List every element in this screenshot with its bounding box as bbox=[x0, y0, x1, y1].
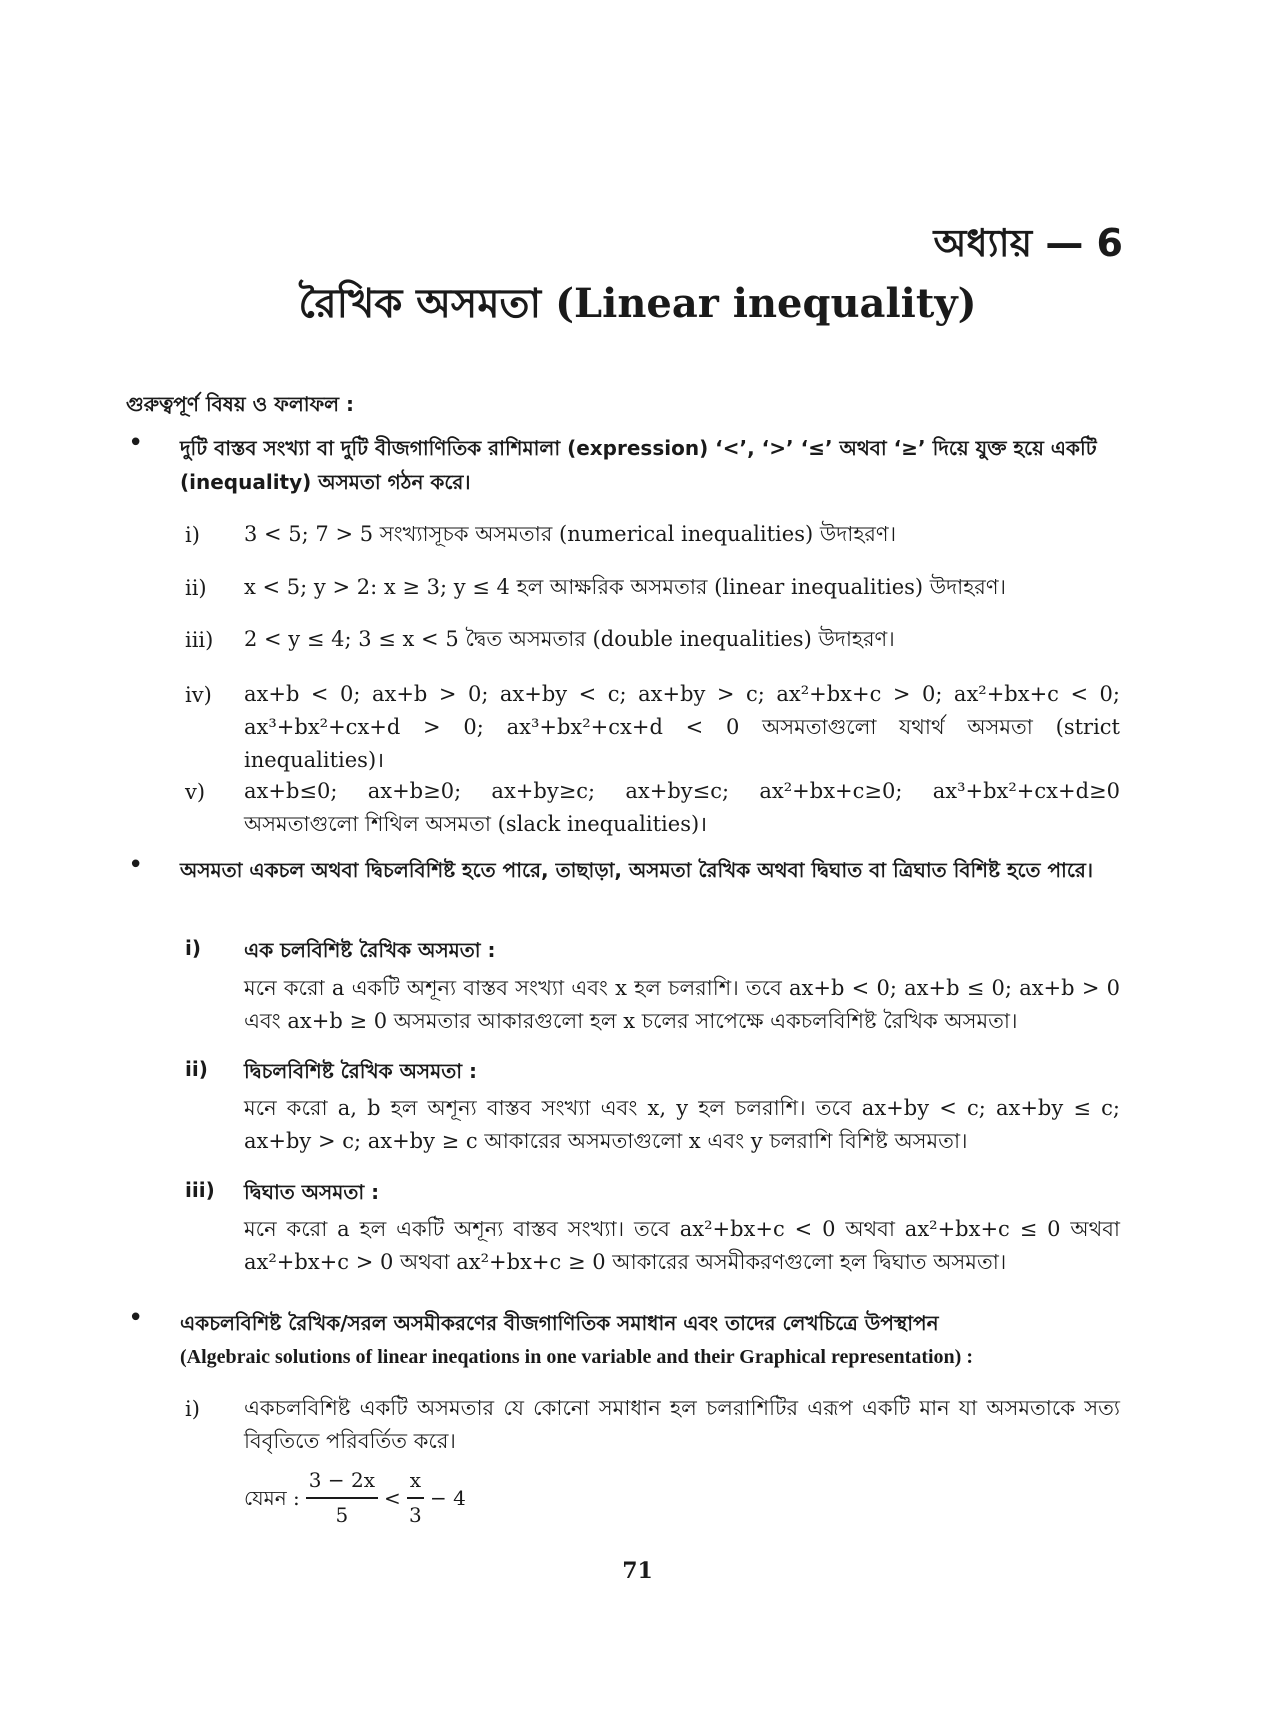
fraction-numerator: 3 − 2x bbox=[306, 1464, 378, 1499]
sub-heading: দ্বিচলবিশিষ্ট রৈখিক অসমতা : bbox=[244, 1059, 477, 1083]
item-number: ii) bbox=[185, 1057, 208, 1081]
bullet-icon: • bbox=[128, 850, 144, 880]
page-title: রৈখিক অসমতা (Linear inequality) bbox=[298, 280, 977, 327]
list-item: মনে করো a হল একটি অশূন্য বাস্তব সংখ্যা। তবে ax²+bx+c < 0 অথবা ax²+bx+c ≤ 0 অথবা ax²+bx+c > 0 অথবা ax²+bx+c ≥ 0 আকারের অসমীকরণগুলো হল দ্বিঘাত অসমতা। bbox=[244, 1217, 1120, 1274]
item-number: iv) bbox=[185, 683, 212, 707]
fraction-denominator: 3 bbox=[409, 1503, 422, 1527]
bullet-icon: • bbox=[128, 428, 144, 458]
item-number: v) bbox=[185, 780, 206, 804]
page-number: 71 bbox=[622, 1558, 653, 1584]
operator: < bbox=[383, 1485, 401, 1510]
item-number: iii) bbox=[185, 1178, 215, 1202]
fraction-denominator: 5 bbox=[335, 1503, 349, 1527]
list-item: ax+b≤0; ax+b≥0; ax+by≥c; ax+by≤c; ax²+bx+c≥0; ax³+bx²+cx+d≥0 অসমতাগুলো শিথিল অসমতা (slack inequalities)। bbox=[244, 779, 1120, 836]
bullet-icon: • bbox=[128, 1303, 144, 1333]
bullet-2-text: অসমতা একচল অথবা দ্বিচলবিশিষ্ট হতে পারে, তাছাড়া, অসমতা রৈখিক অথবা দ্বিঘাত বা ত্রিঘাত বিশিষ্ট হতে পারে। bbox=[180, 858, 1094, 882]
list-item: 2 < y ≤ 4; 3 ≤ x < 5 দ্বৈত অসমতার (double inequalities) উদাহরণ। bbox=[244, 627, 895, 651]
chapter-label: অধ্যায় — 6 bbox=[933, 221, 1123, 265]
sub-heading: দ্বিঘাত অসমতা : bbox=[244, 1180, 380, 1204]
item-number: iii) bbox=[185, 628, 214, 652]
item-number: i) bbox=[185, 1397, 200, 1421]
list-item: 3 < 5; 7 > 5 সংখ্যাসূচক অসমতার (numerical inequalities) উদাহরণ। bbox=[244, 522, 897, 546]
bullet-3-text: একচলবিশিষ্ট রৈখিক/সরল অসমীকরণের বীজগাণিতিক সমাধান এবং তাদের লেখচিত্রে উপস্থাপন bbox=[180, 1311, 939, 1335]
bullet-3-english: (Algebraic solutions of linear ineqations in one variable and their Graphical representation) : bbox=[180, 1346, 973, 1368]
section-heading: গুরুত্বপূর্ণ বিষয় ও ফলাফল : bbox=[126, 392, 355, 416]
list-item: একচলবিশিষ্ট একটি অসমতার যে কোনো সমাধান হল চলরাশিটির এরূপ একটি মান যা অসমতাকে সত্য বিবৃতিতে পরিবর্তিত করে। bbox=[244, 1396, 1120, 1453]
list-item: ax+b < 0; ax+b > 0; ax+by < c; ax+by > c; ax²+bx+c > 0; ax²+bx+c < 0; ax³+bx²+cx+d > 0; ax³+bx²+cx+d < 0 অসমতাগুলো যথার্থ অসমতা (strict inequalities)। bbox=[244, 682, 1120, 772]
item-number: i) bbox=[185, 523, 200, 547]
list-item: x < 5; y > 2: x ≥ 3; y ≤ 4 হল আক্ষরিক অসমতার (linear inequalities) উদাহরণ। bbox=[244, 575, 1007, 599]
example-equation bbox=[244, 1464, 466, 1532]
fraction-rhs bbox=[407, 1464, 424, 1532]
rhs-tail: − 4 bbox=[430, 1485, 466, 1510]
example-label: যেমন : bbox=[244, 1485, 300, 1510]
fraction-numerator: x bbox=[407, 1464, 424, 1499]
item-number: i) bbox=[185, 936, 201, 960]
list-item: মনে করো a, b হল অশূন্য বাস্তব সংখ্যা এবং x, y হল চলরাশি। তবে ax+by < c; ax+by ≤ c; ax+by > c; ax+by ≥ c আকারের অসমতাগুলো x এবং y চলরাশি বিশিষ্ট অসমতা। bbox=[244, 1096, 1120, 1153]
sub-heading: এক চলবিশিষ্ট রৈখিক অসমতা : bbox=[244, 938, 496, 962]
list-item: মনে করো a একটি অশূন্য বাস্তব সংখ্যা এবং x হল চলরাশি। তবে ax+b < 0; ax+b ≤ 0; ax+b > 0 এবং ax+b ≥ 0 অসমতার আকারগুলো হল x চলের সাপেক্ষে একচলবিশিষ্ট রৈখিক অসমতা। bbox=[244, 976, 1120, 1033]
bullet-1-text: দুটি বাস্তব সংখ্যা বা দুটি বীজগাণিতিক রাশিমালা (expression) ‘<’, ‘>’ ‘≤’ অথবা ‘≥’ দিয়ে যুক্ত হয়ে একটি (inequality) অসমতা গঠন করে। bbox=[180, 436, 1097, 494]
fraction-lhs bbox=[306, 1464, 378, 1532]
item-number: ii) bbox=[185, 576, 207, 600]
